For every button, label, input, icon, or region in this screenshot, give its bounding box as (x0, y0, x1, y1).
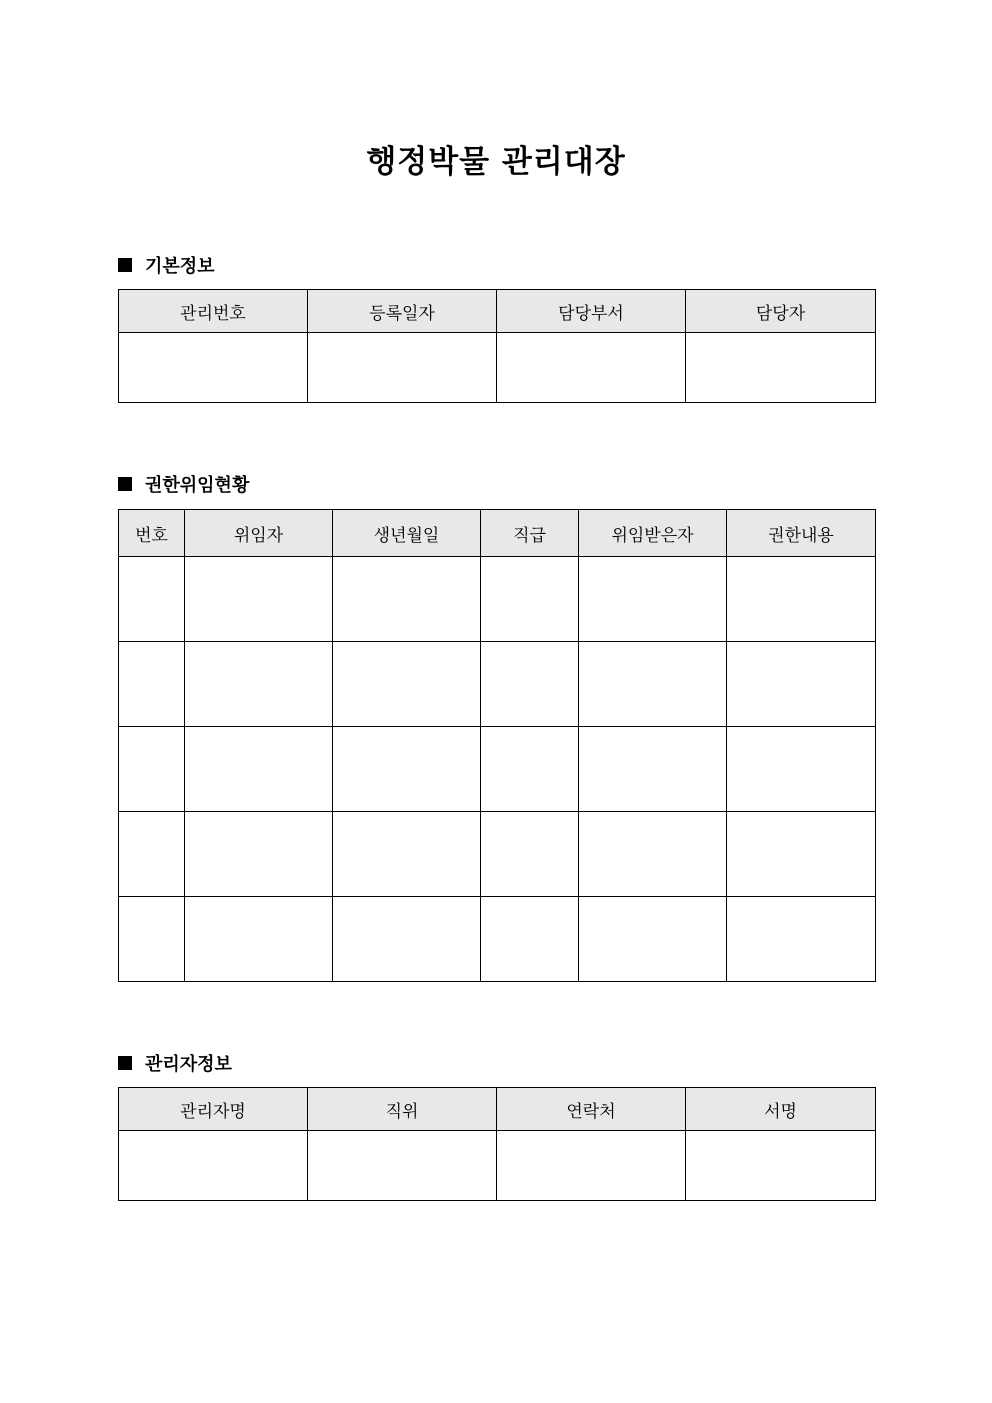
square-bullet-icon (118, 258, 132, 272)
section-heading-delegation (118, 473, 249, 495)
column-header-department: 담당부서 (497, 290, 686, 333)
section-heading-label: 기본정보 (145, 256, 215, 277)
column-header-authority-details: 권한내용 (727, 510, 876, 557)
column-header-contact: 연락처 (497, 1088, 686, 1131)
input-cell[interactable] (481, 812, 579, 897)
column-header-management-number: 관리번호 (119, 290, 308, 333)
section-heading-label: 관리자정보 (145, 1054, 232, 1075)
section-heading-label: 권한위임현황 (145, 475, 250, 496)
column-header-delegatee: 위임받은자 (579, 510, 727, 557)
input-cell[interactable] (333, 557, 481, 642)
input-cell[interactable] (579, 897, 727, 982)
input-cell[interactable] (185, 897, 333, 982)
document-title: 행정박물 관리대장 (366, 144, 626, 180)
input-cell[interactable] (119, 897, 185, 982)
input-cell[interactable] (185, 727, 333, 812)
table-header-row (119, 290, 876, 333)
input-cell[interactable] (119, 557, 185, 642)
section-heading-manager-info (118, 1052, 232, 1074)
input-cell-contact[interactable] (497, 1131, 686, 1201)
table-row (119, 557, 876, 642)
input-cell[interactable] (727, 642, 876, 727)
column-header-person-in-charge: 담당자 (686, 290, 876, 333)
input-cell[interactable] (579, 557, 727, 642)
input-cell[interactable] (185, 642, 333, 727)
input-cell[interactable] (579, 812, 727, 897)
column-header-delegator: 위임자 (185, 510, 333, 557)
input-cell[interactable] (333, 642, 481, 727)
input-cell[interactable] (727, 557, 876, 642)
column-header-registration-date: 등록일자 (308, 290, 497, 333)
column-header-birth-date: 생년월일 (333, 510, 481, 557)
input-cell[interactable] (481, 727, 579, 812)
input-cell[interactable] (119, 642, 185, 727)
column-header-position: 직위 (308, 1088, 497, 1131)
input-cell-registration-date[interactable] (308, 333, 497, 403)
input-cell-management-number[interactable] (119, 333, 308, 403)
input-cell[interactable] (727, 727, 876, 812)
input-cell[interactable] (579, 727, 727, 812)
input-cell[interactable] (481, 897, 579, 982)
input-cell[interactable] (119, 812, 185, 897)
input-cell-position[interactable] (308, 1131, 497, 1201)
table-row (119, 897, 876, 982)
input-cell[interactable] (119, 727, 185, 812)
table-header-row (119, 1088, 876, 1131)
table-row (119, 333, 876, 403)
column-header-number: 번호 (119, 510, 185, 557)
input-cell-signature[interactable] (686, 1131, 876, 1201)
section-heading-basic-info (118, 254, 215, 276)
square-bullet-icon (118, 1056, 132, 1070)
input-cell[interactable] (727, 897, 876, 982)
input-cell[interactable] (185, 812, 333, 897)
column-header-signature: 서명 (686, 1088, 876, 1131)
table-row (119, 812, 876, 897)
delegation-table (118, 509, 876, 982)
table-row (119, 1131, 876, 1201)
column-header-rank: 직급 (481, 510, 579, 557)
input-cell[interactable] (333, 812, 481, 897)
table-header-row (119, 510, 876, 557)
input-cell-department[interactable] (497, 333, 686, 403)
table-row (119, 642, 876, 727)
column-header-manager-name: 관리자명 (119, 1088, 308, 1131)
table-row (119, 727, 876, 812)
input-cell[interactable] (727, 812, 876, 897)
input-cell[interactable] (481, 642, 579, 727)
basic-info-table (118, 289, 876, 403)
input-cell[interactable] (333, 727, 481, 812)
input-cell[interactable] (333, 897, 481, 982)
input-cell-manager-name[interactable] (119, 1131, 308, 1201)
square-bullet-icon (118, 477, 132, 491)
manager-info-table (118, 1087, 876, 1201)
input-cell[interactable] (185, 557, 333, 642)
input-cell-person-in-charge[interactable] (686, 333, 876, 403)
input-cell[interactable] (579, 642, 727, 727)
input-cell[interactable] (481, 557, 579, 642)
